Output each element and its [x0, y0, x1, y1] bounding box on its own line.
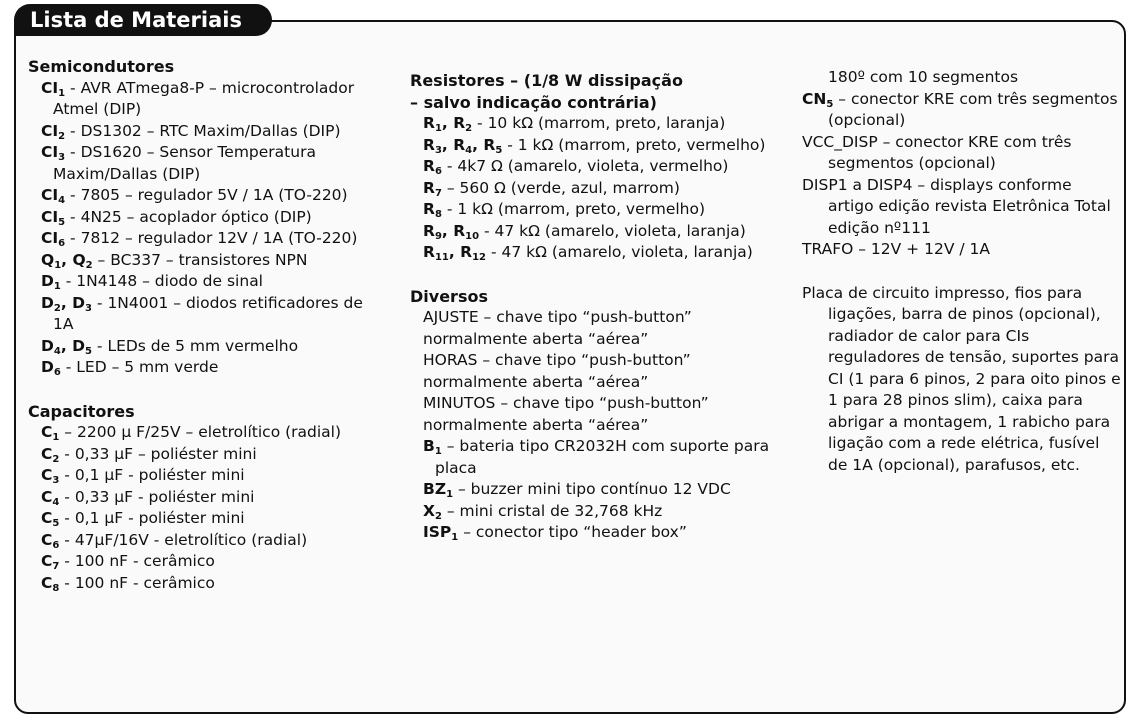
list-item: [802, 175, 1122, 240]
item-description: DS1620 – Sensor Temperatura Maxim/Dallas (DIP): [53, 143, 316, 183]
item-description: 1 kΩ (marrom, preto, vermelho): [457, 200, 706, 218]
list-item: $CI_3 - DS1620$ – Sensor Temperatura Maxim/Dallas (DIP): [41, 143, 316, 183]
column-3: [802, 67, 1122, 476]
list-item: $D_2$, $D_3 - 1N4001$ – diodos retificadores de 1A: [41, 293, 363, 333]
item-description: 1 kΩ (marrom, preto, vermelho): [517, 135, 766, 154]
list-item: $CI_6 - 7812$ – regulador 12V / 1A (TO-220): [41, 229, 358, 249]
item-description: 4N25 – acoplador óptico (DIP): [80, 207, 312, 226]
item-description: HORAS – chave tipo “push-button” normalmente aberta “aérea”: [423, 351, 691, 391]
component-ref: $CI_4$: [41, 186, 66, 206]
item-description: 0,33 μF - poliéster mini: [74, 487, 255, 506]
item-description: 0,1 μF - poliéster mini: [74, 509, 245, 527]
list-item: [410, 307, 780, 350]
section-heading-semicondutores: Semicondutores: [28, 57, 175, 76]
column-1: [28, 56, 373, 594]
component-ref: $D_4$, $D_5$: [41, 336, 92, 357]
item-description: BC337 – transistores NPN: [110, 250, 308, 269]
item-description: LEDs de 5 mm vermelho: [107, 336, 299, 355]
component-ref: $R_1$, $R_2$: [423, 114, 473, 134]
component-ref: $ISP_1$: [423, 523, 459, 543]
list-item: $C_3 - 0,1$ μF - poliéster mini: [41, 466, 245, 486]
component-ref: $C_7$: [41, 552, 60, 572]
list-item: $C_6 - 47\mu F/16V$ - eletrolítico (radial): [41, 530, 308, 551]
item-description: TRAFO – 12V + 12V / 1A: [802, 240, 990, 258]
item-description: AVR ATmega8-P – microcontrolador Atmel (DIP): [53, 78, 355, 118]
item-description: 0,33 μF – poliéster mini: [74, 444, 257, 463]
component-ref: $B_1$: [423, 437, 442, 457]
list-item: [802, 239, 1122, 261]
item-description: conector KRE com três segmentos (opcional): [828, 89, 1118, 129]
component-ref: $C_4$: [41, 487, 60, 508]
item-description: mini cristal de 32,768 kHz: [459, 501, 663, 520]
item-description: 2200 μ F/25V – eletrolítico (radial): [76, 423, 342, 441]
item-description: conector tipo “header box”: [475, 523, 687, 541]
component-ref: $D_1$: [41, 272, 61, 292]
list-item: $R_1$, $R_2 - 10$ kΩ (marrom, preto, laranja): [423, 114, 726, 134]
list-item: $C_2 - 0,33$ μF – poliéster mini: [41, 444, 257, 465]
item-description: 7805 – regulador 5V / 1A (TO-220): [80, 186, 348, 204]
list-item: [410, 393, 780, 436]
item-description: 0,1 μF - poliéster mini: [74, 466, 245, 484]
component-ref: $D_6$: [41, 358, 61, 378]
list-diversos: [410, 307, 780, 544]
item-description: 100 nF - cerâmico: [74, 573, 215, 592]
list-item: $R_6 - 4k7$ Ω (amarelo, violeta, vermelho): [423, 157, 729, 177]
component-ref: $CI_3$: [41, 143, 66, 163]
page-title: Lista de Materiais: [14, 4, 272, 36]
list-item: $BZ_1$ – buzzer mini tipo contínuo 12 VDC: [423, 480, 731, 500]
item-description: 47 kΩ (amarelo, violeta, laranja): [494, 221, 746, 240]
list-item: $R_7 - 560$ Ω (verde, azul, marrom): [423, 178, 680, 199]
list-item: $CI_4 - 7805$ – regulador 5V / 1A (TO-220): [41, 186, 348, 206]
list-item: $CI_5 - 4N25$ – acoplador óptico (DIP): [41, 207, 312, 228]
component-ref: $C_8$: [41, 573, 60, 594]
list-item: $B_1$ – bateria tipo CR2032H com suporte para placa: [423, 437, 770, 477]
item-description: AJUSTE – chave tipo “push-button” normalmente aberta “aérea”: [423, 308, 692, 348]
list-item: $Q_1$, $Q_2 - BC337$ – transistores NPN: [41, 250, 308, 271]
component-ref: $CI_1$: [41, 78, 66, 99]
list-item: $D_4$, $D_5$ - LEDs de 5 mm vermelho: [41, 336, 299, 357]
list-item: $C_1 - 2200$ μ F/25V – eletrolítico (radial): [41, 423, 342, 443]
list-item: $C_7 - 100$ nF - cerâmico: [41, 552, 215, 572]
list-item: $C_4 - 0,33$ μF - poliéster mini: [41, 487, 255, 508]
item-description: 7812 – regulador 12V / 1A (TO-220): [80, 229, 358, 247]
item-description: bateria tipo CR2032H com suporte para placa: [435, 437, 770, 477]
list-continuation: 180º com 10 segmentos: [828, 68, 1019, 86]
component-ref: $BZ_1$: [423, 480, 454, 500]
list-item: $ISP_1$ – conector tipo “header box”: [423, 523, 687, 543]
list-item: $R_{11}$, $R_{12} - 47$ kΩ (amarelo, violeta, laranja): [423, 243, 753, 263]
item-description: DS1302 – RTC Maxim/Dallas (DIP): [80, 121, 341, 140]
list-item: $CI_2 - DS1302$ – RTC Maxim/Dallas (DIP): [41, 121, 341, 142]
item-description: buzzer mini tipo contínuo 12 VDC: [470, 480, 731, 498]
item-description: 560 Ω (verde, azul, marrom): [459, 178, 680, 197]
list-diversos-continued: [802, 89, 1122, 261]
list-semicondutores: [28, 78, 373, 379]
section-heading-capacitores: Capacitores: [28, 401, 135, 421]
list-item: $CI_1$ - AVR ATmega8-P – microcontrolador Atmel (DIP): [41, 78, 355, 118]
list-item: $C_5 - 0,1$ μF - poliéster mini: [41, 509, 245, 529]
section-subheading-resistores: – salvo indicação contrária): [410, 92, 657, 112]
list-capacitores: [28, 422, 373, 594]
component-ref: $R_6$: [423, 157, 442, 177]
component-ref: $C_1$: [41, 423, 60, 443]
list-item: $C_8 - 100$ nF - cerâmico: [41, 573, 215, 594]
component-ref: $CI_5$: [41, 207, 66, 228]
component-ref: $C_6$: [41, 530, 60, 551]
list-item: $R_8 - 1$ kΩ (marrom, preto, vermelho): [423, 200, 706, 220]
section-heading-resistores: Resistores – (1/8 W dissipação: [410, 71, 683, 90]
list-item: $R_3$, $R_4$, $R_5 - 1$ kΩ (marrom, preto, vermelho): [423, 135, 766, 156]
list-item: [410, 350, 780, 393]
column-2: [410, 70, 780, 544]
item-description: MINUTOS – chave tipo “push-button” normalmente aberta “aérea”: [423, 394, 709, 434]
component-ref: $C_5$: [41, 509, 60, 529]
section-heading-diversos: Diversos: [410, 286, 488, 306]
component-ref: $CI_6$: [41, 229, 66, 249]
item-description: 47μF/16V - eletrolítico (radial): [74, 530, 308, 549]
item-description: 1N4001 – diodos retificadores de 1A: [53, 293, 363, 333]
component-ref: $X_2$: [423, 501, 442, 522]
item-description: 10 kΩ (marrom, preto, laranja): [487, 114, 726, 132]
list-item: $D_6$ - LED – 5 mm verde: [41, 358, 219, 378]
list-item: [802, 132, 1122, 175]
component-ref: $C_2$: [41, 444, 60, 465]
list-item: $X_2$ – mini cristal de 32,768 kHz: [423, 501, 663, 522]
list-resistores: [410, 113, 780, 264]
item-description: DISP1 a DISP4 – displays conforme artigo edição revista Eletrônica Total edição nº111: [802, 175, 1111, 237]
component-ref: $R_8$: [423, 200, 442, 220]
item-description: 1N4148 – diodo de sinal: [76, 272, 263, 290]
item-description: LED – 5 mm verde: [76, 358, 219, 376]
component-ref: $Q_1$, $Q_2$: [41, 250, 93, 271]
component-ref: $D_2$, $D_3$: [41, 293, 92, 314]
component-ref: $R_7$: [423, 178, 442, 199]
component-ref: $R_{11}$, $R_{12}$: [423, 243, 487, 263]
component-ref: $CI_2$: [41, 121, 66, 142]
item-description: VCC_DISP – conector KRE com três segmentos (opcional): [802, 132, 1072, 172]
item-description: 4k7 Ω (amarelo, violeta, vermelho): [457, 157, 729, 175]
item-description: 47 kΩ (amarelo, violeta, laranja): [501, 243, 753, 261]
misc-paragraph: Placa de circuito impresso, fios para ligações, barra de pinos (opcional), radiador de calor para CIs reguladores de tensão, suportes para CI (1 para 6 pinos, 2 para oito pinos e 1 para 28 pinos slim), caixa para abrigar a montagem, 1 rabicho para ligação com a rede elétrica, fusível de 1A (opcional), parafusos, etc.: [802, 283, 1121, 474]
component-ref: $CN_5$: [802, 89, 834, 110]
component-ref: $C_3$: [41, 466, 60, 486]
item-description: 100 nF - cerâmico: [74, 552, 215, 570]
list-item: $R_9$, $R_{10} - 47$ kΩ (amarelo, violeta, laranja): [423, 221, 746, 242]
list-item: $CN_5$ – conector KRE com três segmentos (opcional): [802, 89, 1118, 129]
component-ref: $R_3$, $R_4$, $R_5$: [423, 135, 503, 156]
list-item: $D_1 - 1N4148$ – diodo de sinal: [41, 272, 263, 292]
component-ref: $R_9$, $R_{10}$: [423, 221, 480, 242]
